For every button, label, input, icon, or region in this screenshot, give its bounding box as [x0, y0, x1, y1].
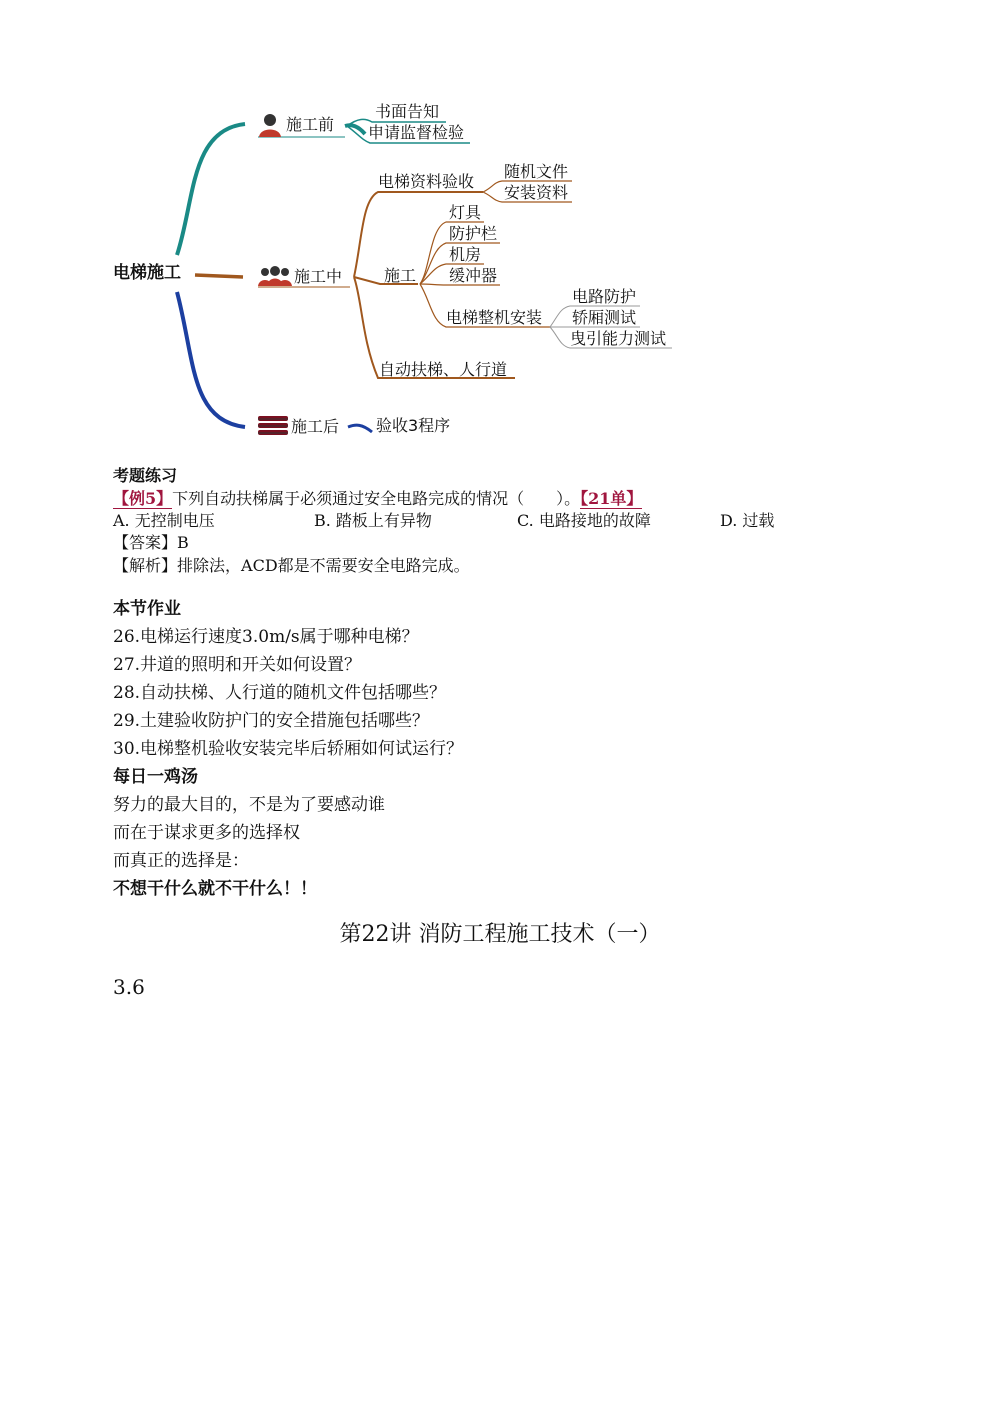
- branch-before-label: 施工前: [286, 115, 335, 134]
- construction-node: 施工: [384, 266, 417, 285]
- answer-line: [113, 532, 189, 554]
- question-tag: 【21单】: [580, 489, 643, 508]
- after-item: 验收3程序: [376, 416, 451, 435]
- construction-item: 缓冲器: [449, 266, 498, 285]
- practice-heading: 考题练习: [113, 466, 178, 485]
- example-tag: 【例5】: [113, 489, 173, 508]
- daily-line: 而真正的选择是：: [113, 851, 249, 871]
- docs-node: 电梯资料验收: [378, 172, 475, 191]
- daily-line: 努力的最大目的，不是为了要感动谁: [113, 795, 385, 815]
- mind-map: [0, 0, 1000, 460]
- answer-value: B: [177, 533, 189, 552]
- daily-closing: 不想干什么就不干什么！！: [113, 879, 317, 899]
- stack-icon: [258, 416, 288, 436]
- before-item: 申请监督检验: [368, 123, 465, 142]
- option-b: B. 踏板上有异物: [314, 511, 432, 530]
- homework-item: 30.电梯整机验收安装完毕后轿厢如何试运行？: [113, 739, 464, 759]
- analysis-text: 排除法，ACD都是不需要安全电路完成。: [177, 556, 470, 575]
- construction-item: 防护栏: [449, 224, 498, 243]
- option-c: C. 电路接地的故障: [517, 511, 651, 530]
- before-item: 书面告知: [375, 102, 440, 121]
- section-number: 3.6: [113, 975, 145, 999]
- example-question: [113, 488, 642, 510]
- docs-item: 安装资料: [504, 183, 569, 202]
- branch-before-line: [177, 124, 245, 255]
- group-people-icon: [258, 265, 292, 287]
- analysis-line: [113, 555, 470, 577]
- branch-during-label: 施工中: [294, 267, 343, 286]
- whole-machine-item: 轿厢测试: [572, 308, 637, 327]
- homework-heading: 本节作业: [113, 599, 181, 619]
- construction-item: 灯具: [449, 203, 482, 222]
- construction-item: 机房: [449, 245, 482, 264]
- mind-map-root: 电梯施工: [113, 263, 181, 283]
- whole-machine-item: 曳引能力测试: [570, 329, 667, 348]
- homework-item: 28.自动扶梯、人行道的随机文件包括哪些？: [113, 683, 447, 703]
- answer-label: 【答案】: [113, 533, 178, 552]
- docs-item: 随机文件: [504, 162, 569, 181]
- branch-after-line: [177, 292, 245, 427]
- branch-during-line: [195, 275, 243, 277]
- daily-line: 而在于谋求更多的选择权: [113, 823, 300, 843]
- whole-machine-node: 电梯整机安装: [446, 308, 543, 327]
- option-d: D. 过载: [720, 511, 775, 530]
- daily-heading: 每日一鸡汤: [113, 767, 198, 787]
- option-a: A. 无控制电压: [113, 511, 215, 530]
- escalator-node: 自动扶梯、人行道: [379, 360, 508, 379]
- branch-after-label: 施工后: [291, 417, 340, 436]
- question-text: 下列自动扶梯属于必须通过安全电路完成的情况（ ）。: [172, 489, 581, 508]
- homework-item: 26.电梯运行速度3.0m/s属于哪种电梯？: [113, 627, 419, 647]
- homework-item: 27.井道的照明和开关如何设置？: [113, 655, 362, 675]
- lecture-title: 第22讲 消防工程施工技术（一）: [339, 922, 661, 947]
- person-icon: [258, 112, 282, 138]
- whole-machine-item: 电路防护: [572, 287, 637, 306]
- mind-map-connectors: [0, 0, 1000, 460]
- analysis-label: 【解析】: [113, 556, 178, 575]
- homework-item: 29.土建验收防护门的安全措施包括哪些？: [113, 711, 430, 731]
